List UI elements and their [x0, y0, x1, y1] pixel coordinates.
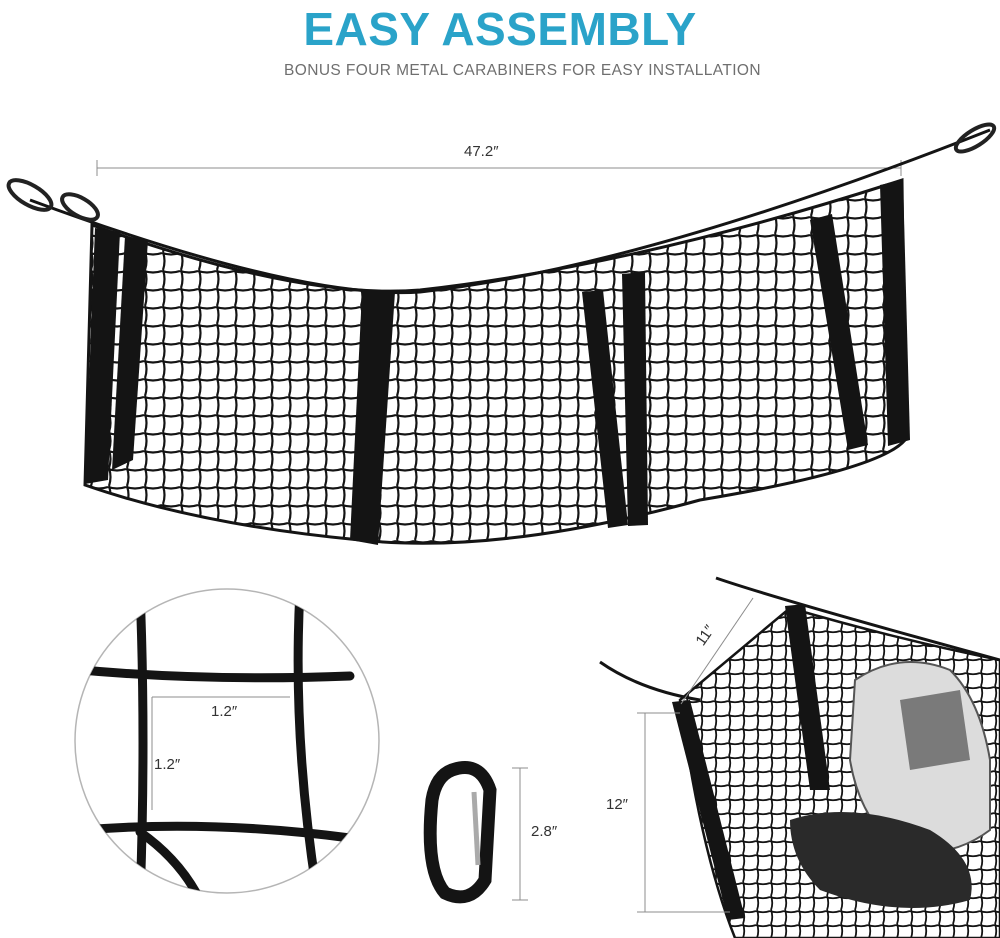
carabiner-icon [430, 768, 528, 901]
page-subtitle: BONUS FOUR METAL CARABINERS FOR EASY INSTALLATION [284, 62, 761, 79]
height-label: 12″ [606, 796, 628, 813]
cargo-net [4, 120, 998, 545]
net-in-use-illustration [600, 578, 1000, 938]
mesh-closeup [60, 589, 379, 900]
mesh-width-label: 1.2″ [211, 703, 238, 720]
mesh-height-label: 1.2″ [154, 756, 181, 773]
width-dimension-line [97, 160, 901, 176]
carabiner-length-label: 2.8″ [531, 823, 558, 840]
width-label: 47.2″ [464, 143, 499, 160]
depth-label: 11″ [692, 622, 719, 649]
page-title: EASY ASSEMBLY [303, 3, 697, 55]
